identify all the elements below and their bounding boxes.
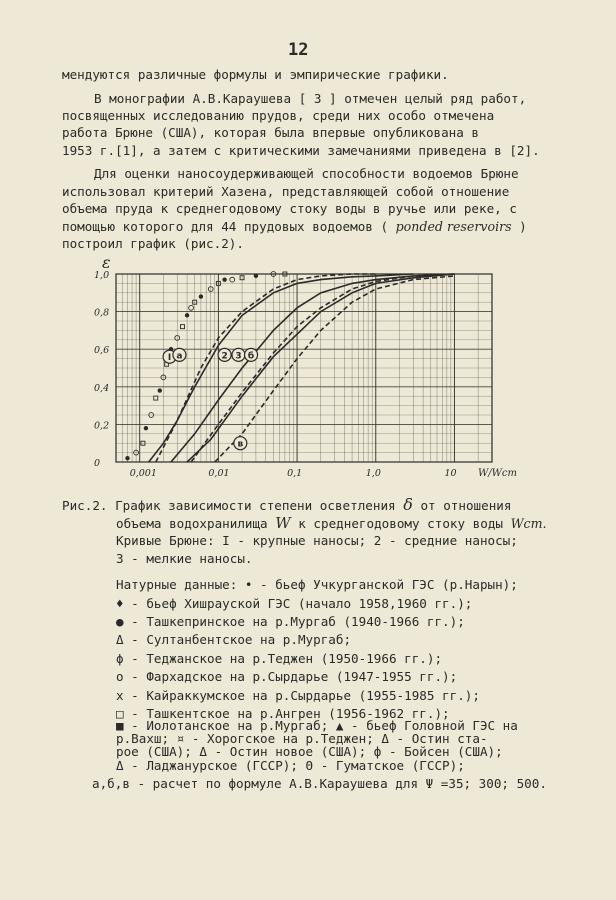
body-line-8: объема пруда к среднегодовому стоку воды в ручье или реке, с bbox=[62, 201, 517, 216]
body-line-4: работа Брюне (США), которая была впервые опубликована в bbox=[62, 125, 480, 140]
legend-line-7: х - Кайраккумское на р.Сырдарье (1955-1985 гг.); bbox=[116, 688, 480, 703]
data-point bbox=[181, 325, 185, 329]
y-tick-label: 0 bbox=[94, 458, 101, 469]
x-tick-label: 0,01 bbox=[208, 468, 230, 479]
caption-line-2 bbox=[116, 515, 547, 532]
data-point bbox=[199, 294, 203, 298]
body-line-5: 1953 г.[1], а затем с критическими замечаниями приведена в [2]. bbox=[62, 143, 540, 158]
caption-line-1-text: Рис.2. График зависимости степени осветления bbox=[62, 498, 396, 513]
legend-line-1: Натурные данные: • - бьеф Учкурганской ГЭС (р.Нарын); bbox=[116, 577, 518, 592]
curve-label-text: 3 bbox=[235, 351, 242, 362]
caption-line-4: 3 - мелкие наносы. bbox=[116, 551, 253, 566]
legend-line-8: □ - Ташкентское на р.Ангрен (1956-1962 гг.); bbox=[116, 706, 450, 721]
body-line-1: мендуются различные формулы и эмпирические графики. bbox=[62, 67, 449, 82]
x-axis-label: W/Wст bbox=[478, 468, 518, 479]
caption-wst-symbol: Wст. bbox=[510, 516, 547, 531]
legend-line-2: ♦ - бьеф Хишрауской ГЭС (начало 1958,1960 гг.); bbox=[116, 596, 473, 611]
caption-w-symbol: W bbox=[275, 514, 291, 532]
data-point bbox=[222, 277, 226, 281]
chart-grid bbox=[116, 274, 492, 462]
caption-line-1 bbox=[62, 497, 511, 514]
caption-line-2-text: объема водохранилища bbox=[116, 516, 268, 531]
curve-label-text: б bbox=[247, 351, 255, 362]
y-axis-label: ε bbox=[102, 253, 111, 272]
page-number: 12 bbox=[288, 40, 309, 60]
body-line-9-text: помощью которого для 44 прудовых водоемов ( bbox=[62, 219, 389, 234]
legend-line-10: р.Вахш; ¤ - Хорогское на р.Теджен; Δ - Остин ста- bbox=[116, 731, 488, 746]
legend-line-5: ϕ - Теджанское на р.Теджен (1950-1966 гг.); bbox=[116, 651, 443, 666]
body-line-7: использовал критерий Хазена, представляющей собой отношение bbox=[62, 184, 510, 199]
legend-line-6: о - Фархадское на р.Сырдарье (1947-1955 гг.); bbox=[116, 669, 458, 684]
x-tick-label: 1,0 bbox=[365, 468, 381, 479]
body-line-9-end: ) bbox=[519, 219, 527, 234]
caption-line-1-end: от отношения bbox=[420, 498, 512, 513]
x-tick-label: 10 bbox=[444, 468, 457, 479]
curve-label-text: I bbox=[167, 353, 172, 364]
x-tick-label: 0,1 bbox=[287, 468, 303, 479]
handwritten-term: ponded reservoirs bbox=[395, 219, 512, 234]
legend-line-9: ■ - Иолотанское на р.Мургаб; ▲ - бьеф Головной ГЭС на bbox=[116, 718, 518, 733]
legend-line-11: рое (США); Δ - Остин новое (США); ф - Бойсен (США); bbox=[116, 744, 503, 759]
data-point bbox=[125, 456, 129, 460]
chart-labels bbox=[94, 253, 517, 479]
data-point bbox=[154, 396, 158, 400]
data-point bbox=[189, 305, 194, 310]
caption-delta-symbol: δ bbox=[403, 495, 413, 514]
data-point bbox=[230, 277, 235, 282]
y-tick-label: 0,8 bbox=[94, 307, 110, 319]
body-line-2: В монографии А.В.Караушева [ 3 ] отмечен целый ряд работ, bbox=[94, 91, 527, 106]
data-point bbox=[254, 274, 258, 278]
y-tick-label: 1,0 bbox=[94, 270, 110, 281]
y-tick-label: 0,6 bbox=[94, 345, 110, 357]
legend-line-13: а,б,в - расчет по формуле А.В.Караушева для Ψ =35; 300; 500. bbox=[92, 776, 547, 791]
caption-line-2-mid: к среднегодовому стоку воды bbox=[298, 516, 503, 531]
legend-line-4: Δ - Султанбентское на р.Мургаб; bbox=[116, 632, 352, 647]
curve-label-text: а bbox=[176, 351, 183, 362]
legend-line-12: Δ - Ладжануpское (ГССР); Θ - Гуматское (ГССР); bbox=[116, 758, 465, 773]
curve-label-text: в bbox=[237, 439, 244, 450]
body-line-3: посвященных исследованию прудов, среди них особо отмечена bbox=[62, 108, 495, 123]
caption-line-3: Кривые Брюне: I - крупные наносы; 2 - средние наносы; bbox=[116, 533, 518, 548]
data-point bbox=[158, 388, 162, 392]
body-line-6: Для оценки наносоудерживающей способности водоемов Брюне bbox=[94, 166, 519, 181]
y-tick-label: 0,4 bbox=[94, 382, 110, 394]
curve-label-text: 2 bbox=[221, 351, 228, 362]
x-tick-label: 0,001 bbox=[129, 468, 157, 479]
data-point bbox=[144, 426, 148, 430]
y-tick-label: 0,2 bbox=[94, 420, 110, 432]
data-point bbox=[185, 313, 189, 317]
legend-line-3: ● - Ташкепринское на р.Мургаб (1940-1966 гг.); bbox=[116, 614, 465, 629]
body-line-10: построил график (рис.2). bbox=[62, 236, 244, 251]
